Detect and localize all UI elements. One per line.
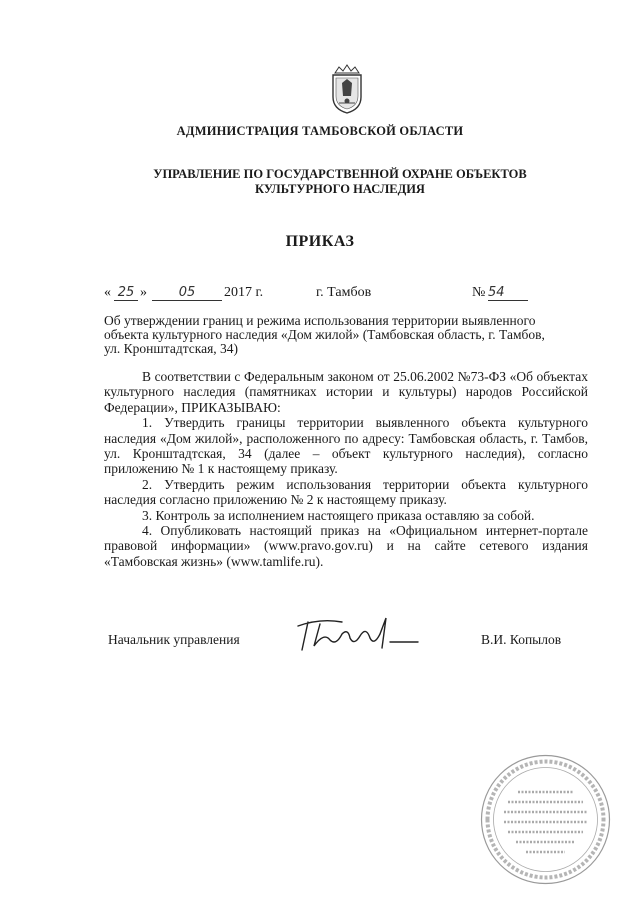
official-seal-stamp bbox=[478, 752, 613, 887]
day-value: 25 bbox=[114, 285, 138, 301]
order-subject bbox=[104, 314, 592, 356]
organization-title: АДМИНИСТРАЦИЯ ТАМБОВСКОЙ ОБЛАСТИ bbox=[176, 124, 464, 138]
quote-close: » bbox=[140, 285, 147, 300]
city-label: г. Тамбов bbox=[316, 285, 372, 300]
handwritten-signature bbox=[290, 612, 420, 656]
coat-of-arms-emblem bbox=[327, 63, 367, 115]
date-and-number-line bbox=[104, 285, 584, 305]
signatory-role: Начальник управления bbox=[108, 632, 240, 647]
month-value: 05 bbox=[152, 285, 222, 301]
number-label: № bbox=[472, 285, 486, 300]
year-value: 2017 г. bbox=[224, 285, 264, 300]
body-item-2: 2. Утвердить режим использования территории объекта культурного наследия согласно приложению № 2 к настоящему приказу. bbox=[104, 476, 588, 508]
subject-line2: объекта культурного наследия «Дом жилой» (Тамбовская область, г. Тамбов, bbox=[104, 327, 545, 342]
quote-open: « bbox=[104, 285, 111, 300]
body-intro: В соответствии с Федеральным законом от 25.06.2002 №73-ФЗ «Об объектах культурного наследия (памятниках истории и культуры) народов Российской Федерации», ПРИКАЗЫВАЮ: bbox=[104, 369, 588, 415]
department-title bbox=[100, 167, 580, 197]
body-item-1: 1. Утвердить границы территории выявленного объекта культурного наследия «Дом жилой», расположенного по адресу: Тамбовская область, г. Тамбов, ул. Кронштадтская, 34 (далее – объект культурного наследия), согласно приложению № 1 к настоящему приказу. bbox=[104, 415, 588, 477]
body-item-4: 4. Опубликовать настоящий приказ на «Официальном интернет-портале правовой информации» (www.pravo.gov.ru) и на сайте сетевого издания «Тамбовская жизнь» (www.tamlife.ru). bbox=[104, 523, 588, 569]
body-item-3: 3. Контроль за исполнением настоящего приказа оставляю за собой. bbox=[142, 507, 535, 523]
department-title-line1: УПРАВЛЕНИЕ ПО ГОСУДАРСТВЕННОЙ ОХРАНЕ ОБЪЕКТОВ bbox=[153, 167, 527, 181]
order-body bbox=[104, 369, 588, 569]
document-number: 54 bbox=[488, 285, 528, 301]
subject-line3: ул. Кронштадтская, 34) bbox=[104, 341, 239, 356]
department-title-line2: КУЛЬТУРНОГО НАСЛЕДИЯ bbox=[255, 182, 425, 196]
subject-line1: Об утверждении границ и режима использования территории выявленного bbox=[104, 313, 536, 328]
document-type-heading: ПРИКАЗ bbox=[285, 233, 355, 250]
signatory-name: В.И. Копылов bbox=[481, 632, 562, 647]
